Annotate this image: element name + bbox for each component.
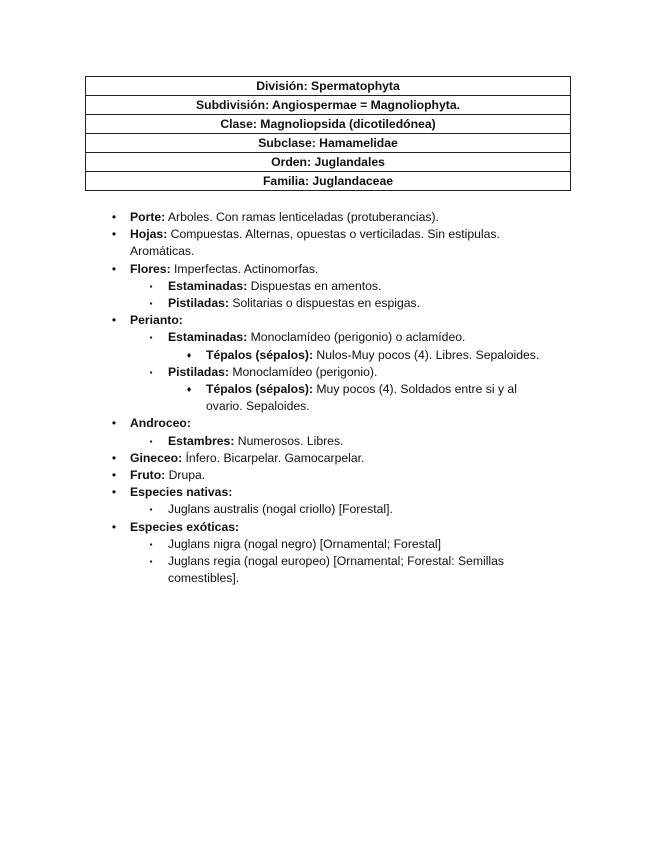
gineceo-label: Gineceo:: [130, 450, 183, 465]
list-item-flores-estaminadas: [108, 278, 578, 295]
list-item-pistiladas-tepalos-cont: [108, 398, 578, 415]
taxonomy-row: [86, 115, 571, 134]
square-bullet-icon: ▪: [149, 436, 153, 446]
bullet-icon: •: [111, 313, 117, 328]
list-item-estaminadas-tepalos: [108, 347, 578, 364]
list-item-exotica: [108, 553, 578, 570]
fruto-label: Fruto:: [130, 468, 166, 483]
perianto-estaminadas-label: Estaminadas:: [168, 330, 248, 345]
taxonomy-subdivision: Subdivisión: Angiospermae = Magnoliophyta.: [86, 96, 571, 115]
porte-label: Porte:: [130, 210, 166, 224]
list-item-perianto: [108, 312, 578, 329]
taxonomy-row: [86, 134, 571, 153]
bullet-icon: •: [111, 519, 117, 534]
taxonomy-table: [85, 76, 571, 191]
list-item-especies-nativas: [108, 484, 578, 501]
square-bullet-icon: ▪: [149, 333, 153, 343]
list-item-especies-exoticas: [108, 519, 578, 536]
diamond-bullet-icon: ♦: [186, 384, 192, 395]
taxonomy-row: [86, 172, 571, 191]
pistiladas-tepalos-label: Tépalos (sépalos):: [206, 382, 314, 397]
square-bullet-icon: ▪: [149, 505, 153, 515]
bullet-icon: •: [111, 468, 117, 483]
list-item-androceo: [108, 415, 578, 432]
square-bullet-icon: ▪: [149, 557, 153, 567]
flores-label: Flores:: [130, 261, 171, 276]
flores-pistiladas-text: Solitarias o dispuestas en espigas.: [228, 296, 421, 311]
bullet-icon: •: [111, 261, 117, 276]
gineceo-text: Ínfero. Bicarpelar. Gamocarpelar.: [182, 450, 365, 465]
list-item-fruto: [108, 467, 578, 484]
bullet-icon: •: [111, 485, 117, 500]
androceo-label: Androceo:: [130, 416, 191, 431]
list-item-exotica-cont: [108, 570, 578, 587]
list-item-flores-pistiladas: [108, 295, 578, 312]
taxonomy-row: [86, 153, 571, 172]
hojas-text: Compuestas. Alternas, opuestas o verticiladas. Sin estipulas.: [167, 227, 500, 242]
taxonomy-family: Familia: Juglandaceae: [86, 172, 571, 191]
bullet-icon: •: [111, 450, 117, 465]
hojas-text-cont: Aromáticas.: [130, 244, 195, 259]
list-item-hojas-cont: [108, 243, 578, 260]
perianto-pistiladas-text: Monoclamídeo (perigonio).: [228, 364, 378, 379]
porte-text: Arboles. Con ramas lenticeladas (protuberancias).: [165, 210, 439, 224]
taxonomy-row: [86, 77, 571, 96]
pistiladas-tepalos-text: Muy pocos (4). Soldados entre si y al: [313, 382, 517, 397]
diamond-bullet-icon: ♦: [186, 349, 192, 360]
taxonomy-subclass: Subclase: Hamamelidae: [86, 134, 571, 153]
square-bullet-icon: ▪: [149, 539, 153, 549]
description-list: [108, 209, 578, 587]
square-bullet-icon: ▪: [149, 281, 153, 291]
flores-pistiladas-label: Pistiladas:: [168, 296, 229, 311]
nativa-species-text: Juglans australis (nogal criollo) [Forestal].: [168, 502, 393, 517]
bullet-icon: •: [111, 210, 117, 224]
estaminadas-tepalos-text: Nulos-Muy pocos (4). Libres. Sepaloides.: [313, 347, 540, 362]
estambres-text: Numerosos. Libres.: [234, 433, 344, 448]
especies-exoticas-label: Especies exóticas:: [130, 519, 240, 534]
taxonomy-division: División: Spermatophyta: [86, 77, 571, 96]
square-bullet-icon: ▪: [149, 299, 153, 309]
list-item-porte: [108, 209, 578, 226]
taxonomy-row: [86, 96, 571, 115]
estambres-label: Estambres:: [168, 433, 235, 448]
flores-estaminadas-label: Estaminadas:: [168, 278, 248, 293]
fruto-text: Drupa.: [165, 468, 206, 483]
taxonomy-class: Clase: Magnoliopsida (dicotiledónea): [86, 115, 571, 134]
bullet-icon: •: [111, 416, 117, 431]
exotica-species-text: Juglans nigra (nogal negro) [Ornamental; Forestal]: [168, 536, 442, 551]
exotica-species-text: Juglans regia (nogal europeo) [Ornamental; Forestal: Semillas: [168, 554, 505, 569]
flores-text: Imperfectas. Actinomorfas.: [170, 261, 319, 276]
list-item-estambres: [108, 433, 578, 450]
flores-estaminadas-text: Dispuestas en amentos.: [247, 278, 382, 293]
estaminadas-tepalos-label: Tépalos (sépalos):: [206, 347, 314, 362]
list-item-gineceo: [108, 450, 578, 467]
bullet-icon: •: [111, 227, 117, 242]
exotica-species-text-cont: comestibles].: [168, 571, 240, 586]
pistiladas-tepalos-text-cont: ovario. Sepaloides.: [206, 399, 310, 414]
perianto-label: Perianto:: [130, 313, 183, 328]
list-item-pistiladas-tepalos: [108, 381, 578, 398]
square-bullet-icon: ▪: [149, 367, 153, 377]
list-item-nativa: [108, 501, 578, 518]
perianto-estaminadas-text: Monoclamídeo (perigonio) o aclamídeo.: [247, 330, 466, 345]
list-item-hojas: [108, 226, 578, 243]
list-item-flores: [108, 261, 578, 278]
list-item-exotica: [108, 536, 578, 553]
hojas-label: Hojas:: [130, 227, 168, 242]
especies-nativas-label: Especies nativas:: [130, 485, 233, 500]
taxonomy-order: Orden: Juglandales: [86, 153, 571, 172]
list-item-perianto-estaminadas: [108, 329, 578, 346]
perianto-pistiladas-label: Pistiladas:: [168, 364, 229, 379]
list-item-perianto-pistiladas: [108, 364, 578, 381]
